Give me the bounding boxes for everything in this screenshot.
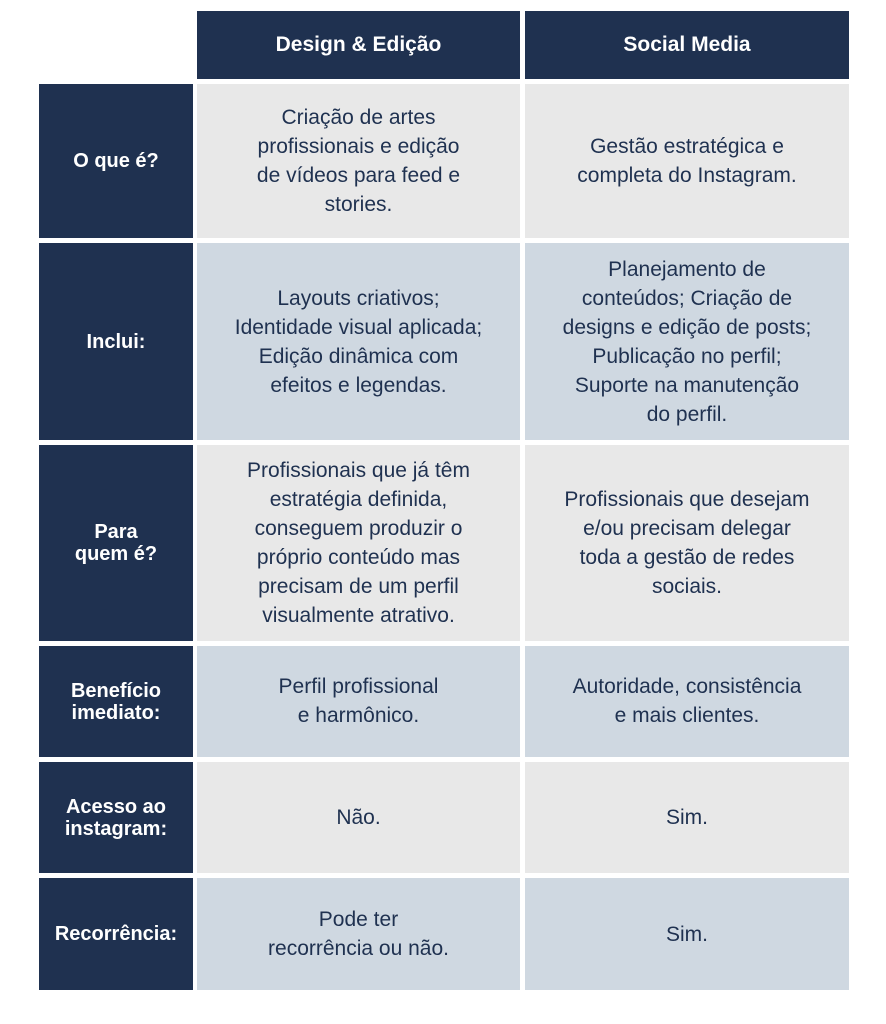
row-label-instagram-access: Acesso ao instagram: xyxy=(39,762,193,873)
row-label-recurrence: Recorrência: xyxy=(39,878,193,990)
cell-design-includes: Layouts criativos; Identidade visual aplicada; Edição dinâmica com efeitos e legendas. xyxy=(197,243,520,440)
column-header-design: Design & Edição xyxy=(197,11,520,79)
column-header-social: Social Media xyxy=(525,11,849,79)
cell-social-instagram-access: Sim. xyxy=(525,762,849,873)
cell-social-for-whom: Profissionais que desejam e/ou precisam delegar toda a gestão de redes sociais. xyxy=(525,445,849,641)
cell-social-benefit: Autoridade, consistência e mais clientes. xyxy=(525,646,849,757)
row-label-includes: Inclui: xyxy=(39,243,193,440)
cell-design-what-is: Criação de artes profissionais e edição de vídeos para feed e stories. xyxy=(197,84,520,238)
row-label-for-whom: Para quem é? xyxy=(39,445,193,641)
row-label-what-is: O que é? xyxy=(39,84,193,238)
cell-social-includes: Planejamento de conteúdos; Criação de designs e edição de posts; Publicação no perfil; Suporte na manutenção do perfil. xyxy=(525,243,849,440)
cell-design-recurrence: Pode ter recorrência ou não. xyxy=(197,878,520,990)
cell-social-recurrence: Sim. xyxy=(525,878,849,990)
cell-social-what-is: Gestão estratégica e completa do Instagram. xyxy=(525,84,849,238)
cell-design-instagram-access: Não. xyxy=(197,762,520,873)
row-label-benefit: Benefício imediato: xyxy=(39,646,193,757)
cell-design-benefit: Perfil profissional e harmônico. xyxy=(197,646,520,757)
cell-design-for-whom: Profissionais que já têm estratégia definida, conseguem produzir o próprio conteúdo mas precisam de um perfil visualmente atrativo. xyxy=(197,445,520,641)
